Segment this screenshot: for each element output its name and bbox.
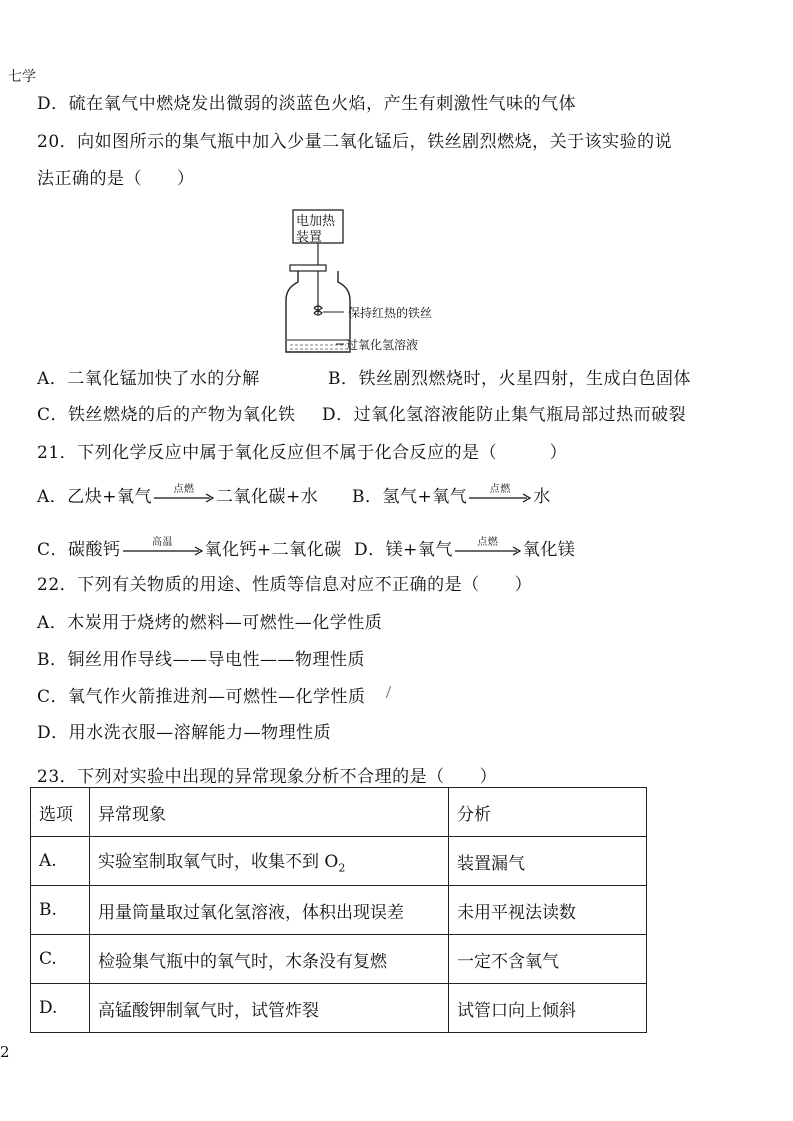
table-row: [31, 935, 647, 984]
q20-option-a: A．二氧化锰加快了水的分解: [37, 369, 260, 389]
q21-d-products: 氧化镁: [522, 540, 576, 560]
row-a-analysis: 装置漏气: [449, 837, 647, 886]
table-header-row: [31, 788, 647, 837]
q21-d-reactants: 镁+氧气: [385, 540, 453, 560]
row-c-analysis: 一定不含氧气: [449, 935, 647, 984]
q21-c-arrow: [123, 536, 203, 556]
q21-option-c: [37, 535, 342, 560]
q21-d-arrow: [455, 536, 521, 556]
q21-a-arrow: [154, 483, 214, 503]
header-analysis: 分析: [449, 788, 647, 837]
o2-subscript: 2: [338, 861, 346, 875]
q21-d-condition: 点燃: [477, 536, 499, 548]
q21-stem: 21．下列化学反应中属于氧化反应但不属于化合反应的是（ ）: [37, 443, 568, 463]
q21-a-products: 二氧化碳+水: [216, 487, 319, 507]
q19-option-d: D．硫在氧气中燃烧发出微弱的淡蓝色火焰，产生有刺激性气味的气体: [37, 94, 577, 114]
table-row: [31, 886, 647, 935]
header-phenomenon: 异常现象: [90, 788, 449, 837]
row-b-phenomenon: 用量筒量取过氧化氢溶液，体积出现误差: [90, 886, 449, 935]
q20-option-d: D．过氧化氢溶液能防止集气瓶局部过热而破裂: [322, 405, 687, 425]
q21-a-reactants: 乙炔+氧气: [67, 487, 153, 507]
q21-c-reactants: 碳酸钙: [68, 540, 121, 560]
row-d-analysis: 试管口向上倾斜: [449, 984, 647, 1033]
q23-table: [30, 787, 647, 1033]
page-number: 2: [0, 1043, 10, 1061]
q21-b-products: 水: [533, 487, 551, 507]
row-a-phenomenon: [90, 837, 449, 886]
heater-label-line1: 电加热: [296, 214, 336, 229]
q21-b-arrow: [469, 483, 531, 503]
q21-b-prefix: B．: [352, 487, 383, 507]
row-c-option: C.: [31, 935, 90, 984]
row-a-option: A.: [31, 837, 90, 886]
q22-option-a: A．木炭用于烧烤的燃料—可燃性—化学性质: [37, 613, 383, 633]
q21-option-b: [352, 482, 551, 507]
row-c-phenomenon: 检验集气瓶中的氧气时，木条没有复燃: [90, 935, 449, 984]
hydrogen-peroxide-label: 过氧化氢溶液: [346, 338, 419, 352]
o2-formula: O: [324, 852, 339, 873]
table-row: [31, 984, 647, 1033]
q20-option-c: C．铁丝燃烧的后的产物为氧化铁: [37, 405, 296, 425]
pen-mark: [386, 686, 395, 698]
q21-option-a: [37, 482, 318, 507]
q21-a-prefix: A．: [37, 487, 68, 507]
q22-option-b: B．铜丝用作导线——导电性——物理性质: [37, 650, 365, 670]
q21-c-condition: 高温: [152, 536, 174, 548]
q22-option-c: C．氧气作火箭推进剂—可燃性—化学性质: [37, 687, 366, 707]
table-row: [31, 837, 647, 886]
q20-stem-line2: 法正确的是（ ）: [37, 169, 195, 189]
row-d-phenomenon: 高锰酸钾制氧气时，试管炸裂: [90, 984, 449, 1033]
q21-option-d: [354, 535, 575, 560]
q22-option-d: D．用水洗衣服—溶解能力—物理性质: [37, 723, 332, 743]
q21-c-prefix: C．: [37, 540, 69, 560]
q23-stem: 23．下列对实验中出现的异常现象分析不合理的是（ ）: [37, 767, 498, 787]
q21-a-condition: 点燃: [173, 483, 195, 495]
q20-stem-line1: 20．向如图所示的集气瓶中加入少量二氧化锰后，铁丝剧烈燃烧，关于该实验的说: [37, 132, 673, 152]
q21-d-prefix: D．: [354, 540, 386, 560]
row-d-option: D.: [31, 984, 90, 1033]
gas-bottle-figure: [280, 208, 440, 360]
heater-label-line2: 装置: [296, 230, 323, 245]
q21-c-products: 氧化钙+二氧化碳: [204, 540, 342, 560]
q22-stem: 22．下列有关物质的用途、性质等信息对应不正确的是（ ）: [37, 575, 533, 595]
row-b-option: B.: [31, 886, 90, 935]
row-b-analysis: 未用平视法读数: [449, 886, 647, 935]
q21-b-condition: 点燃: [489, 483, 511, 495]
q20-option-b: B．铁丝剧烈燃烧时，火星四射，生成白色固体: [328, 369, 691, 389]
header-option: 选项: [31, 788, 90, 837]
row-a-phenomenon-text: 实验室制取氧气时，收集不到: [98, 852, 319, 873]
iron-wire-label: 保持红热的铁丝: [348, 306, 433, 320]
q21-b-reactants: 氢气+氧气: [382, 487, 468, 507]
subject-fragment: 七学: [8, 69, 36, 85]
